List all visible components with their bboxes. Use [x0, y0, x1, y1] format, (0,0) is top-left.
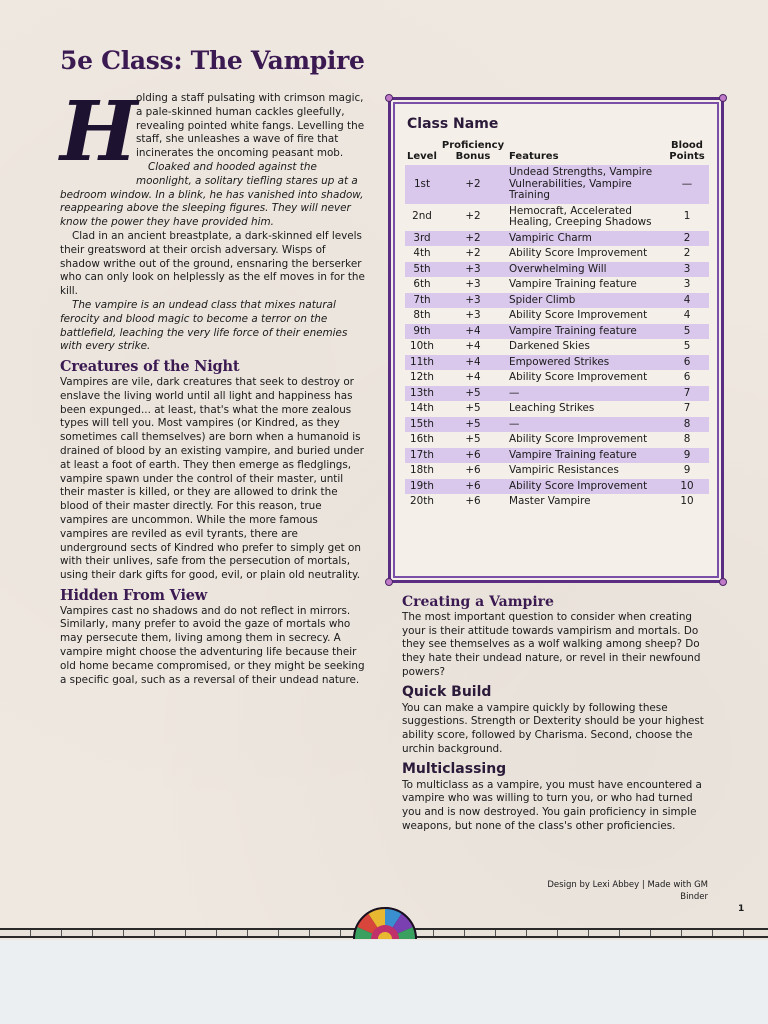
table-row: [405, 448, 709, 464]
cell-level: 6th: [413, 278, 431, 290]
cell-blood-points: 9: [683, 464, 691, 476]
cell-features: Ability Score Improvement: [509, 371, 648, 383]
cell-features: Darkened Skies: [509, 340, 590, 352]
cell-proficiency: +5: [465, 402, 481, 414]
cell-features: —: [507, 417, 665, 433]
table-row: [405, 204, 709, 231]
page-title: 5e Class: The Vampire: [60, 46, 365, 75]
cell-proficiency: +3: [465, 278, 481, 290]
cell-level: 17th: [405, 448, 439, 464]
cell-features: Ability Score Improvement: [509, 433, 648, 445]
cell-features: Empowered Strikes: [507, 355, 665, 371]
cell-blood-points: 3: [665, 262, 709, 278]
quick-build-heading: Quick Build: [402, 683, 492, 700]
cell-features: Vampire Training feature: [509, 278, 637, 290]
cell-features: Vampiric Charm: [507, 231, 665, 247]
table-row: [405, 417, 709, 433]
table-row: [405, 494, 709, 510]
creating-heading: Creating a Vampire: [402, 594, 554, 610]
right-column: [402, 596, 707, 834]
table-row: [405, 324, 709, 340]
cell-blood-points: 2: [665, 231, 709, 247]
class-table-title: Class Name: [407, 116, 499, 132]
corner-ornament-icon: [385, 94, 393, 102]
cell-features: Spider Climb: [507, 293, 665, 309]
table-row: [405, 246, 709, 262]
cell-level: 16th: [410, 433, 434, 445]
header-proficiency: Proficiency Bonus: [441, 140, 505, 162]
cell-level: 10th: [410, 340, 434, 352]
cell-proficiency: +3: [439, 293, 507, 309]
cell-blood-points: 7: [683, 402, 691, 414]
cell-blood-points: 6: [665, 355, 709, 371]
cell-proficiency: +4: [439, 355, 507, 371]
header-blood-points: Blood Points: [669, 140, 705, 162]
table-row: [405, 293, 709, 309]
table-row: [405, 339, 709, 355]
cell-blood-points: 4: [683, 309, 691, 321]
table-row: [405, 386, 709, 402]
creatures-text: Vampires are vile, dark creatures that seek to destroy or enslave the living world until all light and happiness has been expunged... at least, that's what the more zealous types will tell you. Most vampires (or Kindred, as they sometimes call themselves) are born when a humanoid is drained of blood by an existing vampire, and buried under at least a foot of earth. They then emerge as fledglings, vampire spawn under the control of their master, until their master is killed, or they are allowed to drink the blood of their master directly. For this reason, true vampires are uncommon. While the more famous vampires are reviled as evil tyrants, there are underground sects of Kindred who prefer to simply get on with their unlives, safe from the persecution of mortals, using their dark gifts for good, evil, or plain old neutrality.: [60, 375, 364, 582]
cell-features: Overwhelming Will: [507, 262, 665, 278]
table-row: [405, 355, 709, 371]
cell-blood-points: 2: [683, 247, 691, 259]
cell-proficiency: +3: [465, 309, 481, 321]
table-row: [405, 231, 709, 247]
header-features: Features: [509, 151, 559, 162]
cell-blood-points: 3: [683, 278, 691, 290]
cell-blood-points: 9: [665, 448, 709, 464]
cell-blood-points: —: [665, 165, 709, 204]
cell-proficiency: +3: [439, 262, 507, 278]
footer-credit: Design by Lexi Abbey | Made with GM Binder: [547, 880, 708, 902]
cell-level: 1st: [405, 165, 439, 204]
table-row: [405, 370, 709, 386]
cell-features: Vampire Training feature: [507, 324, 665, 340]
cell-features: Ability Score Improvement: [509, 309, 648, 321]
cell-level: 13th: [405, 386, 439, 402]
cell-proficiency: +6: [439, 479, 507, 495]
table-row: [405, 262, 709, 278]
cell-features: Leaching Strikes: [509, 402, 595, 414]
class-table: [405, 140, 709, 510]
cell-level: 4th: [413, 247, 431, 259]
cell-level: 9th: [405, 324, 439, 340]
table-row: [405, 401, 709, 417]
cell-features: Ability Score Improvement: [509, 247, 648, 259]
cell-proficiency: +2: [465, 210, 481, 223]
cell-level: 12th: [410, 371, 434, 383]
header-level: Level: [407, 151, 437, 162]
intro-paragraph-4: The vampire is an undead class that mixes natural ferocity and blood magic to become a terror on the battlefield, leaching the very life force of their enemies with every strike.: [60, 298, 348, 353]
cell-features: Vampiric Resistances: [509, 464, 619, 476]
class-table-frame: [388, 97, 724, 583]
cell-features: Vampire Training feature: [507, 448, 665, 464]
multiclassing-heading: Multiclassing: [402, 760, 507, 777]
cell-blood-points: 8: [683, 433, 691, 445]
left-column: [60, 84, 367, 687]
cell-level: 11th: [405, 355, 439, 371]
dropcap: H: [60, 84, 138, 180]
quick-build-text: You can make a vampire quickly by following these suggestions. Strength or Dexterity should be your highest ability score, followed by Charisma. Second, choose the urchin background.: [402, 701, 704, 755]
table-row: [405, 277, 709, 293]
table-row: [405, 479, 709, 495]
cell-blood-points: 6: [683, 371, 691, 383]
cell-proficiency: +4: [439, 324, 507, 340]
cell-proficiency: +4: [465, 371, 481, 383]
corner-ornament-icon: [719, 94, 727, 102]
cell-level: 3rd: [405, 231, 439, 247]
cell-level: 2nd: [412, 210, 432, 223]
page-number: 1: [738, 904, 745, 914]
multiclassing-text: To multiclass as a vampire, you must have encountered a vampire who was willing to turn you, or who had turned you and is now destroyed. You gain proficiency in simple weapons, but none of the class's other proficiencies.: [402, 778, 702, 832]
cell-proficiency: +2: [465, 247, 481, 259]
cell-blood-points: 5: [665, 324, 709, 340]
intro-paragraph-3: Clad in an ancient breastplate, a dark-skinned elf levels their greatsword at their orcish adversary. Wisps of shadow writhe out of the ground, ensnaring the berserker who can only look on helplessly as the elf moves in for the kill.: [60, 229, 365, 298]
corner-ornament-icon: [385, 578, 393, 586]
cell-proficiency: +6: [439, 448, 507, 464]
cell-blood-points: 10: [665, 479, 709, 495]
cell-features: Hemocraft, Accelerated Healing, Creeping Shadows: [509, 204, 652, 228]
table-header-row: [405, 140, 709, 165]
cell-proficiency: +6: [465, 495, 481, 507]
cell-blood-points: 8: [665, 417, 709, 433]
cell-proficiency: +4: [465, 340, 481, 352]
cell-level: 8th: [413, 309, 431, 321]
table-row: [405, 308, 709, 324]
cell-features: Ability Score Improvement: [507, 479, 665, 495]
hidden-text: Vampires cast no shadows and do not reflect in mirrors. Similarly, many prefer to avoid the gaze of mortals who may persecute them, living among them in secrecy. A vampire might choose the adventuring life because their old home became compromised, or they might be seeking a specific goal, such as a reversal of their undead nature.: [60, 604, 365, 686]
cell-blood-points: 1: [683, 210, 691, 223]
cell-blood-points: 10: [680, 495, 694, 507]
cell-proficiency: +6: [465, 464, 481, 476]
cell-blood-points: 5: [683, 340, 691, 352]
cell-features: Undead Strengths, Vampire Vulnerabilities, Vampire Training: [507, 165, 665, 204]
intro-paragraph-2: Cloaked and hooded against the moonlight, a solitary tiefling stares up at a bedroom window. In a blink, he has vanished into shadow, reappearing above the sleeping figures. They will never know the power they have provided him.: [60, 160, 364, 229]
cell-level: 14th: [410, 402, 434, 414]
cell-features: —: [507, 386, 665, 402]
corner-ornament-icon: [719, 578, 727, 586]
cell-level: 20th: [410, 495, 434, 507]
cell-blood-points: 7: [665, 386, 709, 402]
creating-text: The most important question to consider when creating your is their attitude towards vampirism and mortals. Do they see themselves as a wolf walking among sheep? Do they hate their undead nature, or revel in their newfound powers?: [402, 610, 701, 678]
hidden-heading: Hidden From View: [60, 586, 208, 604]
cell-proficiency: +5: [439, 417, 507, 433]
intro-paragraph-1: olding a staff pulsating with crimson magic, a pale-skinned human cackles gleefully, revealing pointed white fangs. Levelling the staff, she unleashes a wave of fire that incinerates the oncoming peasant mob.: [136, 92, 365, 160]
creatures-heading: Creatures of the Night: [60, 358, 240, 376]
cell-proficiency: +5: [439, 386, 507, 402]
cell-proficiency: +5: [465, 433, 481, 445]
cell-level: 18th: [410, 464, 434, 476]
cell-level: 19th: [405, 479, 439, 495]
table-row: [405, 165, 709, 204]
cell-proficiency: +2: [439, 231, 507, 247]
cell-level: 7th: [405, 293, 439, 309]
table-row: [405, 463, 709, 479]
cell-level: 5th: [405, 262, 439, 278]
cell-proficiency: +2: [439, 165, 507, 204]
rose-window-icon: [352, 905, 418, 939]
table-row: [405, 432, 709, 448]
cell-level: 15th: [405, 417, 439, 433]
cell-features: Master Vampire: [509, 495, 591, 507]
cell-blood-points: 4: [665, 293, 709, 309]
